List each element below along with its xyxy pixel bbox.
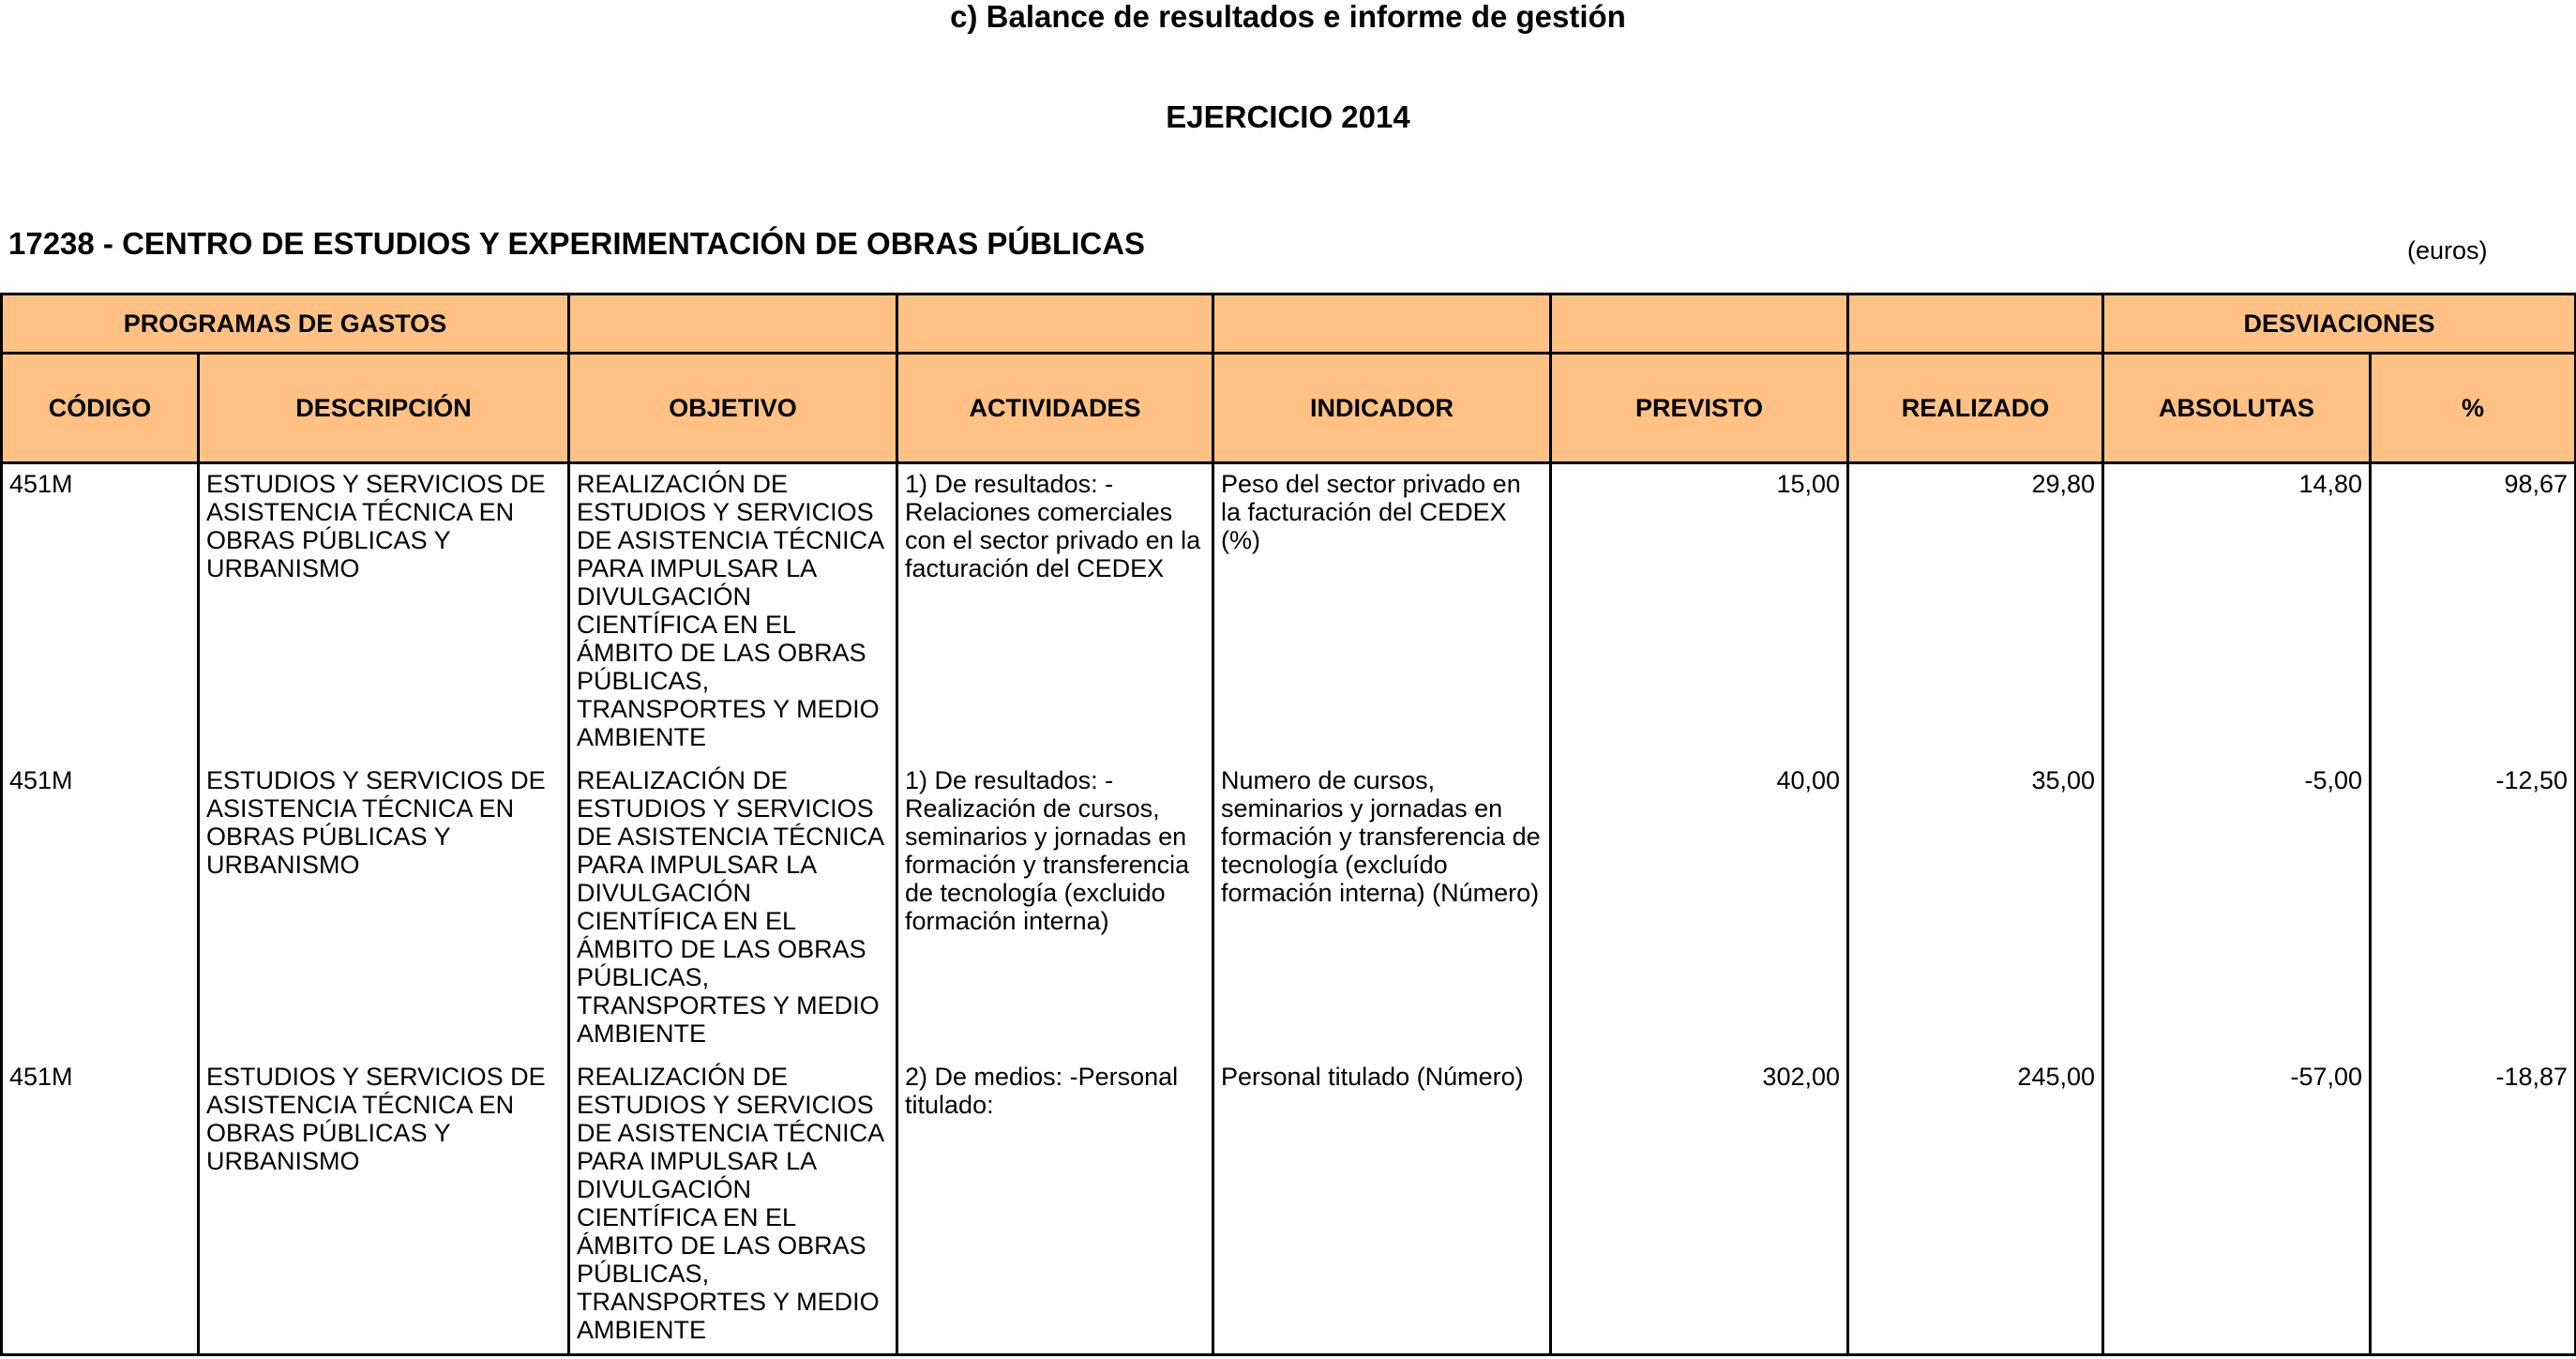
cell-pct: 98,67 (2371, 463, 2576, 762)
column-header-codigo: CÓDIGO (2, 354, 199, 463)
cell-indicador: Numero de cursos, seminarios y jornadas en formación y transferencia de tecnología (excluído formación interna) (Número) (1213, 761, 1551, 1057)
table-row (2, 761, 2576, 1057)
group-header-blank (569, 294, 897, 354)
cell-descripcion: ESTUDIOS Y SERVICIOS DE ASISTENCIA TÉCNICA EN OBRAS PÚBLICAS Y URBANISMO (199, 1057, 569, 1355)
cell-realizado: 29,80 (1848, 463, 2103, 762)
cell-objetivo: REALIZACIÓN DE ESTUDIOS Y SERVICIOS DE ASISTENCIA TÉCNICA PARA IMPULSAR LA DIVULGACIÓN CIENTÍFICA EN EL ÁMBITO DE LAS OBRAS PÚBLICAS, TRANSPORTES Y MEDIO AMBIENTE (569, 463, 897, 762)
cell-descripcion: ESTUDIOS Y SERVICIOS DE ASISTENCIA TÉCNICA EN OBRAS PÚBLICAS Y URBANISMO (199, 761, 569, 1057)
cell-indicador: Personal titulado (Número) (1213, 1057, 1551, 1355)
cell-codigo: 451M (2, 761, 199, 1057)
column-header-actividades: ACTIVIDADES (897, 354, 1213, 463)
cell-descripcion: ESTUDIOS Y SERVICIOS DE ASISTENCIA TÉCNICA EN OBRAS PÚBLICAS Y URBANISMO (199, 463, 569, 762)
cell-codigo: 451M (2, 463, 199, 762)
results-table (0, 293, 2576, 1356)
cell-realizado: 245,00 (1848, 1057, 2103, 1355)
cell-actividades: 1) De resultados: -Realización de cursos, seminarios y jornadas en formación y transferencia de tecnología (excluido formación interna) (897, 761, 1213, 1057)
currency-units: (euros) (2407, 236, 2488, 264)
group-header-blank (1213, 294, 1551, 354)
table-row (2, 1057, 2576, 1355)
cell-actividades: 1) De resultados: -Relaciones comerciales con el sector privado en la facturación del CEDEX (897, 463, 1213, 762)
cell-codigo: 451M (2, 1057, 199, 1355)
column-header-realizado: REALIZADO (1848, 354, 2103, 463)
column-header-pct: % (2371, 354, 2576, 463)
report-title: c) Balance de resultados e informe de gestión (950, 0, 1626, 34)
cell-absolutas: 14,80 (2103, 463, 2371, 762)
cell-realizado: 35,00 (1848, 761, 2103, 1057)
group-header-blank (1848, 294, 2103, 354)
group-header-row (2, 294, 2576, 354)
column-header-objetivo: OBJETIVO (569, 354, 897, 463)
cell-pct: -12,50 (2371, 761, 2576, 1057)
group-header-blank (1551, 294, 1848, 354)
group-header-desviaciones: DESVIACIONES (2103, 294, 2576, 354)
cell-previsto: 302,00 (1551, 1057, 1848, 1355)
column-header-descripcion: DESCRIPCIÓN (199, 354, 569, 463)
cell-absolutas: -57,00 (2103, 1057, 2371, 1355)
cell-previsto: 40,00 (1551, 761, 1848, 1057)
cell-previsto: 15,00 (1551, 463, 1848, 762)
column-header-previsto: PREVISTO (1551, 354, 1848, 463)
cell-objetivo: REALIZACIÓN DE ESTUDIOS Y SERVICIOS DE ASISTENCIA TÉCNICA PARA IMPULSAR LA DIVULGACIÓN CIENTÍFICA EN EL ÁMBITO DE LAS OBRAS PÚBLICAS, TRANSPORTES Y MEDIO AMBIENTE (569, 1057, 897, 1355)
column-header-indicador: INDICADOR (1213, 354, 1551, 463)
column-header-absolutas: ABSOLUTAS (2103, 354, 2371, 463)
cell-actividades: 2) De medios: -Personal titulado: (897, 1057, 1213, 1355)
group-header-blank (897, 294, 1213, 354)
entity-name: 17238 - CENTRO DE ESTUDIOS Y EXPERIMENTACIÓN DE OBRAS PÚBLICAS (8, 226, 1146, 261)
cell-indicador: Peso del sector privado en la facturación del CEDEX (%) (1213, 463, 1551, 762)
table-row (2, 463, 2576, 762)
cell-objetivo: REALIZACIÓN DE ESTUDIOS Y SERVICIOS DE ASISTENCIA TÉCNICA PARA IMPULSAR LA DIVULGACIÓN CIENTÍFICA EN EL ÁMBITO DE LAS OBRAS PÚBLICAS, TRANSPORTES Y MEDIO AMBIENTE (569, 761, 897, 1057)
cell-pct: -18,87 (2371, 1057, 2576, 1355)
group-header-programas: PROGRAMAS DE GASTOS (2, 294, 569, 354)
cell-absolutas: -5,00 (2103, 761, 2371, 1057)
column-header-row (2, 354, 2576, 463)
fiscal-year: EJERCICIO 2014 (1166, 99, 1410, 134)
